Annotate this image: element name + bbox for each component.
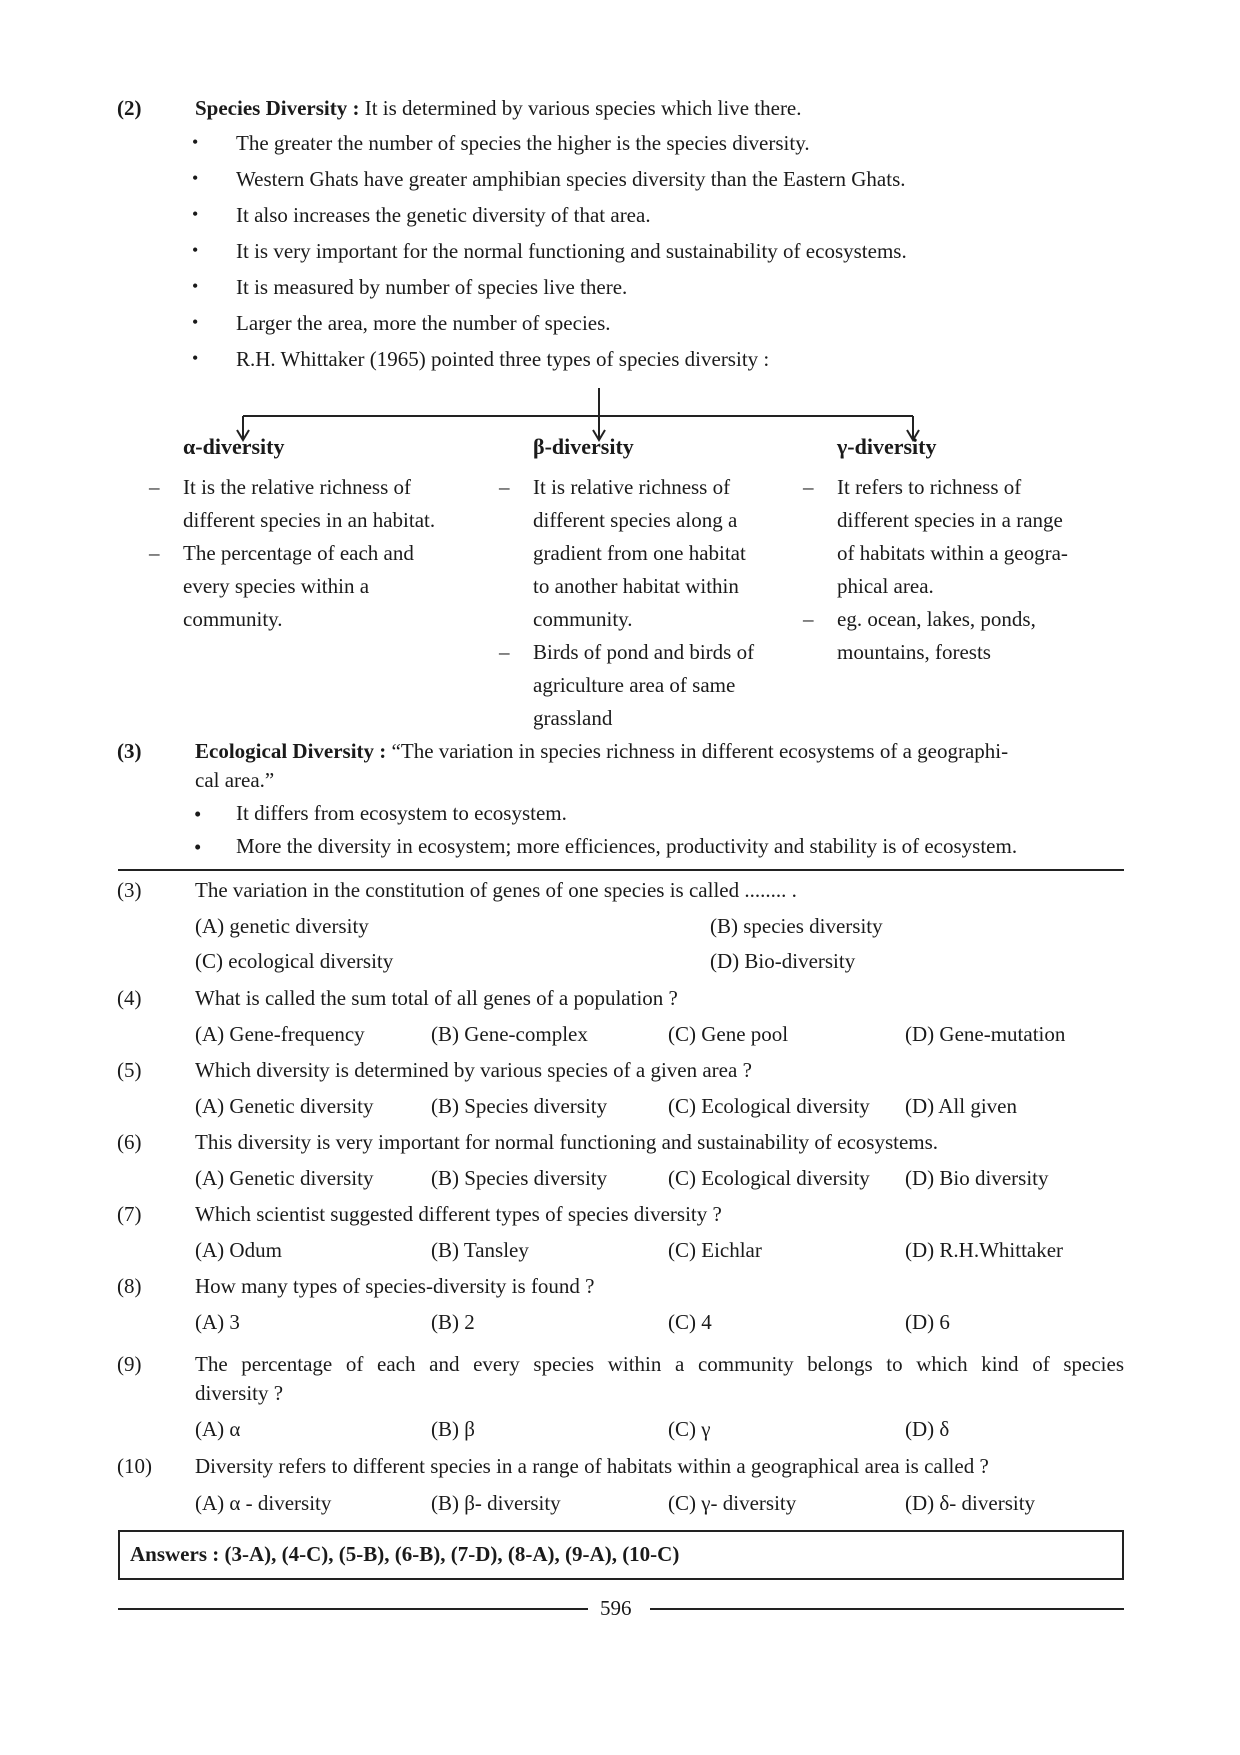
option-b: (B) species diversity — [710, 914, 883, 938]
question-text: The variation in the constitution of genes of one species is called ........ . — [195, 878, 797, 902]
column-heading: β-diversity — [533, 434, 634, 459]
option-b: (B) Tansley — [431, 1238, 529, 1262]
option-d: (D) δ- diversity — [905, 1491, 1036, 1515]
option-b: (B) Species diversity — [431, 1166, 608, 1190]
column-line: phical area. — [837, 574, 934, 598]
section-intro: It is determined by various species which live there. — [359, 96, 802, 120]
column-line: community. — [183, 607, 283, 631]
option-c: (C) γ- diversity — [668, 1491, 797, 1515]
column-line: agriculture area of same — [533, 673, 736, 697]
bullet-text: It differs from ecosystem to ecosystem. — [236, 801, 567, 825]
footer-rule-left — [118, 1608, 588, 1610]
section-divider — [118, 869, 1124, 871]
dash-mark: – — [803, 607, 814, 631]
bullet-text: Larger the area, more the number of species. — [236, 311, 611, 335]
option-c: (C) Ecological diversity — [668, 1166, 870, 1190]
alpha-diversity-column — [149, 430, 436, 636]
bullet-text: Western Ghats have greater amphibian species diversity than the Eastern Ghats. — [236, 167, 906, 191]
column-line: different species in a range — [837, 508, 1063, 532]
bullet-dot: • — [194, 802, 202, 826]
beta-diversity-column — [499, 430, 755, 735]
column-line: eg. ocean, lakes, ponds, — [837, 607, 1036, 631]
option-c: (C) γ — [668, 1417, 711, 1441]
column-line: community. — [533, 607, 633, 631]
bullet-text: More the diversity in ecosystem; more efficiences, productivity and stability is of ecosystem. — [236, 834, 1018, 858]
page-number: 596 — [600, 1596, 632, 1620]
dash-mark: – — [149, 475, 160, 499]
option-d: (D) Bio diversity — [905, 1166, 1049, 1190]
question-text-continued: diversity ? — [195, 1381, 284, 1405]
question-number: (5) — [117, 1058, 142, 1082]
column-line: It refers to richness of — [837, 475, 1022, 499]
column-line: different species in an habitat. — [183, 508, 436, 532]
question-text: Which diversity is determined by various species of a given area ? — [195, 1058, 752, 1082]
section-title: Species Diversity : — [195, 96, 360, 120]
column-line: Birds of pond and birds of — [533, 640, 755, 664]
option-d: (D) Bio-diversity — [710, 949, 856, 973]
option-a: (A) Genetic diversity — [195, 1166, 374, 1190]
bullet-dot: • — [194, 835, 202, 859]
column-heading: γ-diversity — [837, 434, 937, 459]
question-number: (8) — [117, 1274, 142, 1298]
option-c: (C) 4 — [668, 1310, 712, 1334]
question-text: What is called the sum total of all genes of a population ? — [195, 986, 678, 1010]
section-heading — [195, 739, 1008, 764]
option-a: (A) Odum — [195, 1238, 282, 1262]
option-d: (D) Gene-mutation — [905, 1022, 1066, 1046]
column-line: to another habitat within — [533, 574, 739, 598]
question-text: Diversity refers to different species in a range of habitats within a geographical area is called ? — [195, 1454, 989, 1478]
option-a: (A) genetic diversity — [195, 914, 369, 938]
bullet-dot: • — [192, 348, 199, 368]
question-number: (6) — [117, 1130, 142, 1154]
answers-box — [118, 1530, 1124, 1580]
option-a: (A) Genetic diversity — [195, 1094, 374, 1118]
column-line: every species within a — [183, 574, 370, 598]
column-line: gradient from one habitat — [533, 541, 746, 565]
option-d: (D) All given — [905, 1094, 1017, 1118]
question-text: Which scientist suggested different types of species diversity ? — [195, 1202, 722, 1226]
dash-mark: – — [499, 640, 510, 664]
option-b: (B) 2 — [431, 1310, 475, 1334]
option-b: (B) Gene-complex — [431, 1022, 588, 1046]
question-number: (10) — [117, 1454, 152, 1478]
bullet-dot: • — [192, 312, 199, 332]
footer-rule-right — [650, 1608, 1124, 1610]
option-c: (C) Gene pool — [668, 1022, 789, 1046]
bullet-dot: • — [192, 240, 199, 260]
bullet-dot: • — [192, 168, 199, 188]
option-b: (B) β- diversity — [431, 1491, 561, 1515]
option-a: (A) α - diversity — [195, 1491, 332, 1515]
option-c: (C) ecological diversity — [195, 949, 394, 973]
bullet-text: The greater the number of species the higher is the species diversity. — [236, 131, 810, 155]
section-number: (2) — [117, 96, 142, 120]
gamma-diversity-column — [803, 430, 1068, 669]
option-a: (A) 3 — [195, 1310, 240, 1334]
bullet-text: R.H. Whittaker (1965) pointed three types of species diversity : — [236, 347, 770, 371]
dash-mark: – — [803, 475, 814, 499]
question-number: (3) — [117, 878, 142, 902]
option-c: (C) Ecological diversity — [668, 1094, 870, 1118]
column-line: It is the relative richness of — [183, 475, 412, 499]
column-line: It is relative richness of — [533, 475, 731, 499]
section-number: (3) — [117, 739, 142, 763]
option-a: (A) Gene-frequency — [195, 1022, 365, 1046]
question-number: (4) — [117, 986, 142, 1010]
dash-mark: – — [499, 475, 510, 499]
question-number: (7) — [117, 1202, 142, 1226]
bullet-text: It is measured by number of species live there. — [236, 275, 628, 299]
option-a: (A) α — [195, 1417, 241, 1441]
column-line: The percentage of each and — [183, 541, 414, 565]
question-text: The percentage of each and every species within a community belongs to which kind of species — [195, 1352, 1124, 1376]
column-heading: α-diversity — [183, 434, 285, 459]
option-c: (C) Eichlar — [668, 1238, 762, 1262]
section-title: Ecological Diversity : — [195, 739, 387, 763]
diversity-tree-connector — [0, 0, 1240, 460]
column-line: of habitats within a geogra- — [837, 541, 1068, 565]
bullet-dot: • — [192, 276, 199, 296]
column-line: mountains, forests — [837, 640, 991, 664]
option-b: (B) Species diversity — [431, 1094, 608, 1118]
bullet-dot: • — [192, 204, 199, 224]
bullet-text: It is very important for the normal functioning and sustainability of ecosystems. — [236, 239, 907, 263]
option-d: (D) 6 — [905, 1310, 950, 1334]
question-text: How many types of species-diversity is found ? — [195, 1274, 595, 1298]
dash-mark: – — [149, 541, 160, 565]
option-d: (D) R.H.Whittaker — [905, 1238, 1064, 1262]
question-number: (9) — [117, 1352, 142, 1376]
option-b: (B) β — [431, 1417, 475, 1441]
column-line: grassland — [533, 706, 613, 730]
section-intro: “The variation in species richness in different ecosystems of a geographi- — [386, 739, 1009, 763]
section-intro-continued: cal area.” — [195, 768, 275, 792]
answers-text: Answers : (3-A), (4-C), (5-B), (6-B), (7-D), (8-A), (9-A), (10-C) — [130, 1542, 680, 1566]
column-line: different species along a — [533, 508, 738, 532]
bullet-text: It also increases the genetic diversity of that area. — [236, 203, 651, 227]
bullet-dot: • — [192, 132, 199, 152]
option-d: (D) δ — [905, 1417, 950, 1441]
question-text: This diversity is very important for normal functioning and sustainability of ecosystems. — [195, 1130, 939, 1154]
